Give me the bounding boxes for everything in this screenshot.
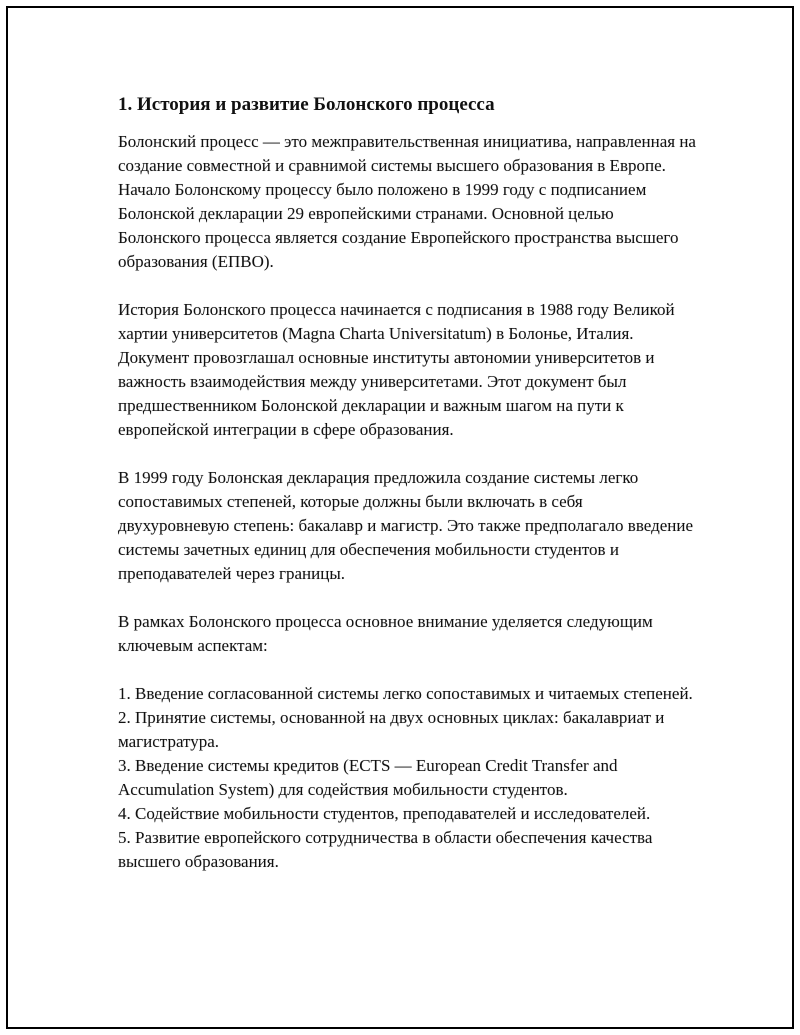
list-item: 2. Принятие системы, основанной на двух основных циклах: бакалавриат и магистратура. [118,708,665,751]
list-item: 3. Введение системы кредитов (ECTS — European Credit Transfer and Accumulation System) для содействия мобильности студентов. [118,756,618,799]
paragraph-declaration: В 1999 году Болонская декларация предложила создание системы легко сопоставимых степеней, которые должны были включать в себя двухуровневую степень: бакалавр и магистр. Это также предполагало введение системы зачетных единиц для обеспечения мобильности студентов и преподавателей через границы. [118,468,694,583]
aspects-list [118,682,698,874]
paragraph-aspects-intro: В рамках Болонского процесса основное внимание уделяется следующим ключевым аспектам: [118,612,653,655]
list-item: 1. Введение согласованной системы легко сопоставимых и читаемых степеней. [118,684,693,703]
list-item: 5. Развитие европейского сотрудничества в области обеспечения качества высшего образования. [118,828,653,871]
document-body [118,92,698,874]
paragraph-history: История Болонского процесса начинается с подписания в 1988 году Великой хартии университетов (Magna Charta Universitatum) в Болонье, Италия. Документ провозглашал основные институты автономии университетов и важность взаимодействия между университетами. Этот документ был предшественником Болонской декларации и важным шагом на пути к европейской интеграции в сфере образования. [118,300,675,439]
section-title: 1. История и развитие Болонского процесса [118,94,495,115]
paragraph-intro: Болонский процесс — это межправительственная инициатива, направленная на создание совместной и сравнимой системы высшего образования в Европе. Начало Болонскому процессу было положено в 1999 году с подписанием Болонской декларации 29 европейскими странами. Основной целью Болонского процесса является создание Европейского пространства высшего образования (ЕПВО). [118,132,696,271]
list-item: 4. Содействие мобильности студентов, преподавателей и исследователей. [118,804,651,823]
